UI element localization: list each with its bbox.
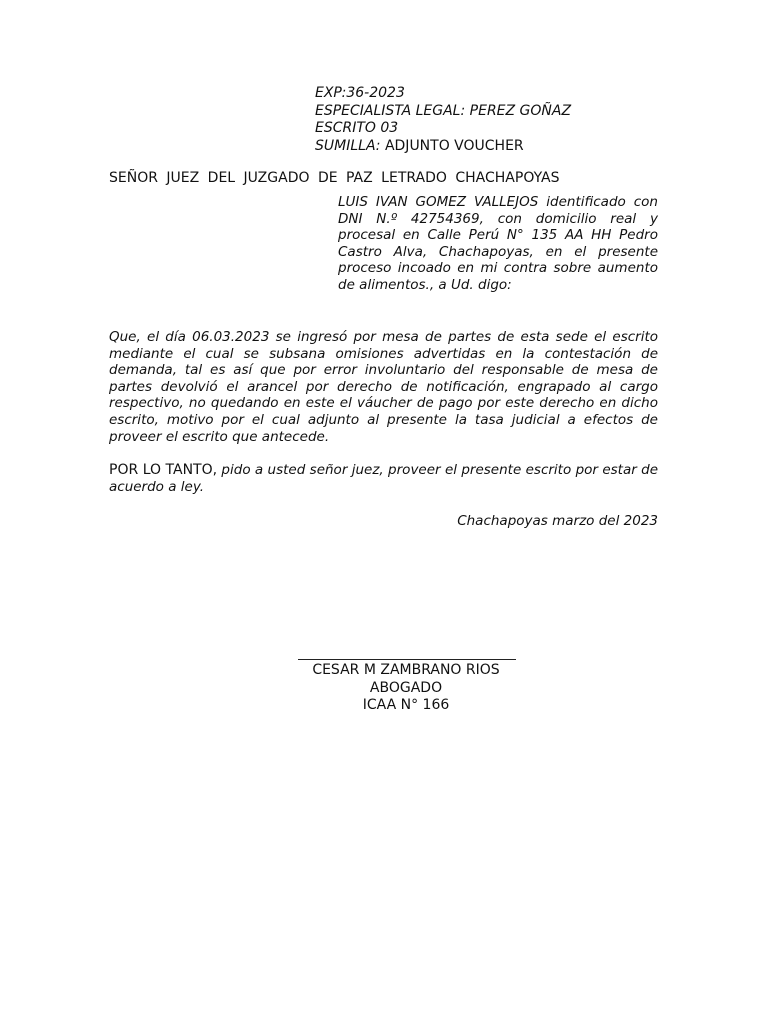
summary-line xyxy=(315,138,571,156)
case-header xyxy=(315,85,571,155)
body-paragraph: Que, el día 06.03.2023 se ingresó por mesa de partes de esta sede el escrito mediante el cual se subsana omisiones advertidas en la contestación de demanda, tal es así que por error involuntario del responsable de mesa de partes devolvió el arancel por derecho de notificación, engrapado al cargo respectivo, no quedando en este el váucher de pago por este derecho en dicho escrito, motivo por el cual adjunto al presente la tasa judicial a efectos de proveer el escrito que antecede. xyxy=(109,329,658,445)
intro-paragraph: LUIS IVAN GOMEZ VALLEJOS identificado con DNI N.º 42754369, con domicilio real y procesal en Calle Perú N° 135 AA HH Pedro Castro Alva, Chachapoyas, en el presente proceso incoado en mi contra sobre aumento de alimentos., a Ud. digo: xyxy=(338,194,658,293)
closing-text: pido a usted señor juez, proveer el presente escrito por estar de acuerdo a ley. xyxy=(109,462,659,495)
summary-value: ADJUNTO VOUCHER xyxy=(384,137,524,154)
signature-block xyxy=(256,662,556,715)
signer-registration: ICAA N° 166 xyxy=(362,697,450,713)
closing-lead: POR LO TANTO, xyxy=(109,462,218,478)
summary-label: SUMILLA: xyxy=(315,137,385,154)
signer-name: CESAR M ZAMBRANO RIOS xyxy=(312,662,500,678)
filing-number: ESCRITO 03 xyxy=(315,120,399,136)
signer-title: ABOGADO xyxy=(369,679,443,696)
place-date: Chachapoyas marzo del 2023 xyxy=(457,513,658,529)
case-number: EXP:36-2023 xyxy=(315,85,405,101)
legal-specialist: ESPECIALISTA LEGAL: PEREZ GOÑAZ xyxy=(315,102,572,119)
addressee: SEÑOR JUEZ DEL JUZGADO DE PAZ LETRADO CHACHAPOYAS xyxy=(109,170,560,186)
closing-paragraph xyxy=(109,462,658,495)
signature-line xyxy=(298,659,516,660)
